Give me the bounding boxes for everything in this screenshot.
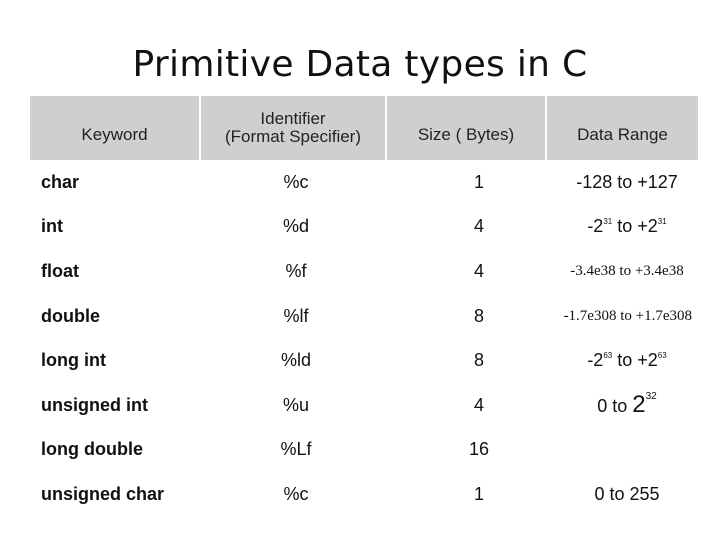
format-cell: %c [283,483,309,504]
range-upper-base: +2 [637,350,658,371]
format-cell: %f [285,260,307,281]
table-row [30,294,698,339]
size-cell: 1 [473,483,484,504]
range-upper-exponent: 32 [645,391,657,403]
range-upper-exponent: 63 [657,351,667,361]
size-cell: 16 [468,439,490,460]
range-cell [546,383,698,428]
size-cell: 4 [473,260,484,281]
keyword-cell: long int [41,350,106,371]
size-cell: 4 [473,394,484,415]
keyword-cell: unsigned char [41,483,165,504]
keyword-cell: long double [41,439,143,460]
keyword-cell: unsigned int [41,394,148,415]
keyword-cell: double [41,305,100,326]
size-cell: 4 [473,216,484,237]
range-separator: to [612,350,638,371]
range-lower-exponent: 31 [603,217,613,227]
header-range: Data Range [546,96,698,160]
range-cell: -128 to +127 [576,171,678,192]
range-cell [546,338,698,383]
range-separator: to [612,216,638,237]
format-cell: %Lf [280,439,312,460]
table-header-row [30,96,698,160]
table-row [30,338,698,383]
table-row [30,160,698,205]
table-row [30,472,698,517]
data-types-table [30,96,698,517]
header-size: Size ( Bytes) [386,96,546,160]
table-row [30,205,698,250]
format-cell: %u [282,394,309,415]
range-cell: -1.7e308 to +1.7e308 [563,307,692,324]
range-prefix: 0 to [597,396,633,417]
format-cell: %d [282,216,309,237]
table-row [30,428,698,473]
format-cell: %ld [280,350,311,371]
format-cell: %c [283,171,309,192]
size-cell: 8 [473,305,484,326]
range-cell: 0 to 255 [594,483,660,504]
data-types-table-container [30,96,698,517]
range-cell [546,205,698,250]
format-cell: %lf [283,305,309,326]
range-cell [546,428,698,473]
header-identifier [200,96,386,160]
range-lower-exponent: 63 [603,351,613,361]
keyword-cell: float [41,260,79,281]
range-lower-base: -2 [587,350,604,371]
keyword-cell: int [41,216,63,237]
header-identifier-line2: (Format Specifier) [224,127,362,146]
slide-title: Primitive Data types in C [132,44,588,85]
range-cell: -3.4e38 to +3.4e38 [570,262,684,279]
table-row [30,249,698,294]
range-lower-base: -2 [587,216,604,237]
table-row [30,383,698,428]
size-cell: 8 [473,350,484,371]
keyword-cell: char [41,171,80,192]
range-upper-exponent: 31 [657,217,667,227]
range-upper-base: +2 [637,216,658,237]
header-identifier-line1: Identifier [260,109,326,129]
range-upper-base: 2 [632,391,646,419]
size-cell: 1 [473,171,484,192]
header-keyword: Keyword [30,96,200,160]
